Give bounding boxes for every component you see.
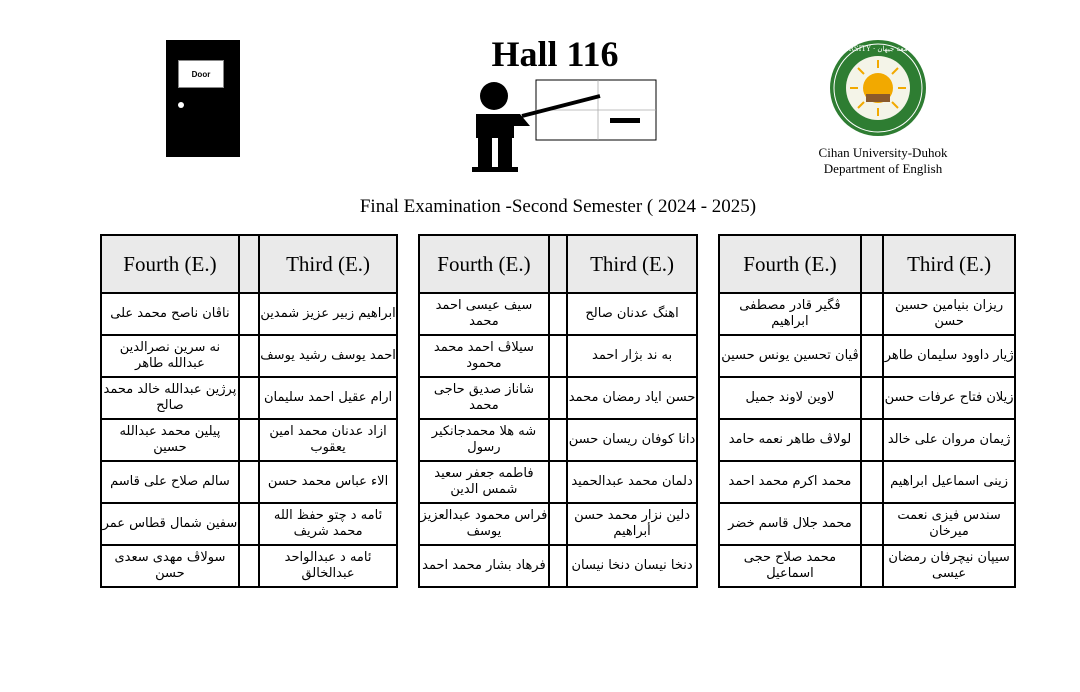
student-name: دانا كوفان ريسان حسن [567,419,697,461]
column-separator [549,419,567,461]
student-name: زينى اسماعيل ابراهيم [883,461,1015,503]
student-name: ڤيان تحسين يونس حسين [719,335,861,377]
column-separator [239,461,259,503]
column-header-third: Third (E.) [883,235,1015,293]
column-separator [239,377,259,419]
student-name: فرهاد بشار محمد احمد [419,545,549,587]
column-separator [549,235,567,293]
column-header-third: Third (E.) [259,235,397,293]
student-name: به ند بژار احمد [567,335,697,377]
column-separator [239,419,259,461]
column-separator [239,293,259,335]
student-name: فاطمه جعفر سعيد شمس الدين [419,461,549,503]
column-separator [861,293,883,335]
table-row [419,461,697,503]
table-row [101,293,397,335]
student-name: ژيمان مروان على خالد [883,419,1015,461]
student-name: ارام عقيل احمد سليمان [259,377,397,419]
student-name: اهنگ عدنان صالح [567,293,697,335]
student-name: ئامه د چتو حفظ الله محمد شريف [259,503,397,545]
seating-table-2 [418,234,698,588]
table-row [719,503,1015,545]
table-row [719,545,1015,587]
student-name: لولاڤ طاهر نعمه حامد [719,419,861,461]
university-name: Cihan University-Duhok [818,145,948,160]
student-name: محمد جلال قاسم خضر [719,503,861,545]
exam-title: Final Examination -Second Semester ( 2024 - 2025) [359,196,757,217]
table-row [419,377,697,419]
student-name: لاوين لاوند جميل [719,377,861,419]
student-name: دنخا نيسان دنخا نيسان [567,545,697,587]
student-name: زيلان فتاح عرفات حسن [883,377,1015,419]
student-name: سفين شمال قطاس عمر [101,503,239,545]
table-row [419,503,697,545]
table-row [419,545,697,587]
student-name: الاء عباس محمد حسن [259,461,397,503]
column-separator [549,335,567,377]
column-separator [861,461,883,503]
column-header-third: Third (E.) [567,235,697,293]
student-name: سولاڤ مهدى سعدى حسن [101,545,239,587]
student-name: پيلين محمد عبدالله حسين [101,419,239,461]
column-separator [861,545,883,587]
table-row [419,419,697,461]
hall-title: Hall 116 [491,34,619,74]
table-row [101,335,397,377]
student-name: شه هلا محمدجانكير رسول [419,419,549,461]
table-row [101,461,397,503]
door-knob-icon [178,102,184,108]
column-header-fourth: Fourth (E.) [719,235,861,293]
column-separator [549,293,567,335]
table-row [719,293,1015,335]
column-separator [861,419,883,461]
student-name: ژيار داوود سليمان طاهر [883,335,1015,377]
student-name: ئامه د عبدالواحد عبدالخالق [259,545,397,587]
column-header-fourth: Fourth (E.) [101,235,239,293]
student-name: سالم صلاح على قاسم [101,461,239,503]
student-name: ازاد عدنان محمد امين يعقوب [259,419,397,461]
student-name: حسن اياد رمضان محمد [567,377,697,419]
table-row [101,419,397,461]
table-row [101,545,397,587]
table-row [101,503,397,545]
table-header-row [419,235,697,293]
seating-table-1 [100,234,398,588]
student-name: نه سرين نصرالدين عبدالله طاهر [101,335,239,377]
door-icon [166,40,240,157]
student-name: ڤگير قادر مصطفى ابراهيم [719,293,861,335]
table-header-row [719,235,1015,293]
department-name: Department of English [823,161,943,176]
column-separator [239,335,259,377]
table-row [419,335,697,377]
cihan-university-logo [796,38,960,138]
table-row [719,335,1015,377]
student-name: دلين نزار محمد حسن أبراهيم [567,503,697,545]
teacher-board-icon [470,78,660,173]
column-separator [239,235,259,293]
student-name: محمد اكرم محمد احمد [719,461,861,503]
student-name: شاناز صديق حاجى محمد [419,377,549,419]
student-name: فراس محمود عبدالعزيز يوسف [419,503,549,545]
table-header-row [101,235,397,293]
column-separator [861,335,883,377]
column-separator [861,377,883,419]
table-row [719,377,1015,419]
column-separator [549,503,567,545]
door-sign: Door [178,60,224,88]
student-name: سيپان نيچرفان رمضان عيسى [883,545,1015,587]
student-name: سيلاڤ احمد محمد محمود [419,335,549,377]
table-row [719,419,1015,461]
student-name: ناڤان ناصح محمد على [101,293,239,335]
student-name: محمد صلاح حجى اسماعيل [719,545,861,587]
table-row [419,293,697,335]
column-separator [549,545,567,587]
student-name: ريزان بنيامين حسين حسن [883,293,1015,335]
logo-text: CIHAN UNIVERSITY · زانكۆى جيهان · جامعة جيهان [796,45,960,53]
table-row [101,377,397,419]
column-separator [239,503,259,545]
student-name: پرژين عبدالله خالد محمد صالح [101,377,239,419]
column-separator [861,503,883,545]
column-header-fourth: Fourth (E.) [419,235,549,293]
table-row [719,461,1015,503]
column-separator [239,545,259,587]
student-name: دلمان محمد عبدالحميد [567,461,697,503]
student-name: سندس فيزى نعمت ميرخان [883,503,1015,545]
column-separator [861,235,883,293]
student-name: سيف عيسى احمد محمد [419,293,549,335]
student-name: احمد يوسف رشيد يوسف [259,335,397,377]
seating-table-3 [718,234,1016,588]
column-separator [549,377,567,419]
column-separator [549,461,567,503]
student-name: ابراهيم زبير عزيز شمدين [259,293,397,335]
